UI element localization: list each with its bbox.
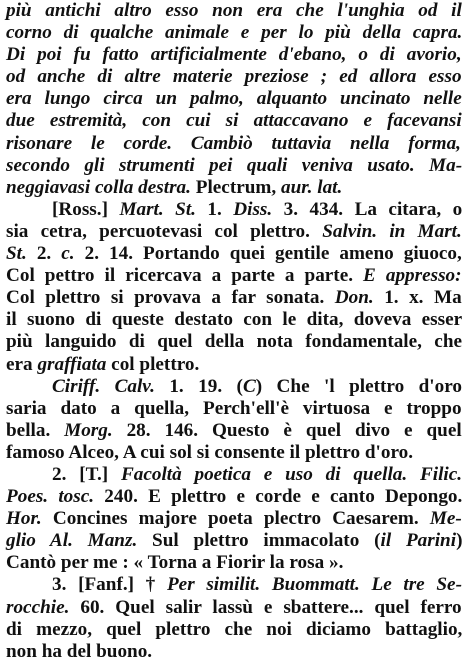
text-segment: Sul plettro immacolato ( bbox=[152, 530, 381, 552]
text-line bbox=[6, 508, 464, 530]
text-segment: Cantò per me : « Torna a Fiorir la rosa ». bbox=[6, 552, 344, 574]
italic-text-segment: Poes. tosc. bbox=[6, 486, 105, 508]
italic-text-segment: Ciriff. Calv. bbox=[52, 375, 170, 397]
text-segment: Concines majore poeta plectro Caesarem. bbox=[52, 508, 430, 530]
text-segment: ) Che 'l plettro d'oro bbox=[255, 375, 462, 397]
text-segment: di mezzo, quel plettro che noi diciamo battaglio, bbox=[6, 618, 463, 640]
text-segment: 3. 434. La citara, o bbox=[283, 198, 463, 220]
text-line bbox=[6, 243, 464, 265]
text-line bbox=[6, 309, 464, 331]
text-line bbox=[6, 287, 464, 309]
italic-text-segment: rocchie. bbox=[6, 596, 81, 618]
text-line bbox=[6, 442, 464, 464]
text-segment: 2. 14. Portando quei gentile ameno giuoco, bbox=[84, 243, 462, 265]
text-line bbox=[6, 486, 464, 508]
text-line bbox=[6, 398, 464, 420]
italic-text-segment: due estremità, con cui si attaccavano e facevansi bbox=[6, 110, 462, 132]
italic-text-segment: risonare le corde. Cambiò tuttavia nella forma, bbox=[6, 132, 461, 154]
text-segment: saria dato a quella, Perch'ell'è virtuosa e troppo bbox=[6, 397, 462, 419]
text-segment: 28. 146. Questo è quel divo e quel bbox=[126, 419, 462, 441]
text-segment: 2. [T.] bbox=[52, 463, 121, 485]
text-segment: sia cetra, percuotevasi col plettro. bbox=[6, 220, 323, 242]
italic-text-segment: corno di qualche animale e per lo più della capra. bbox=[6, 22, 463, 44]
italic-text-segment: Salvin. in Mart. bbox=[322, 220, 462, 242]
text-segment: famoso Alceo, A cui sol si consente il plettro d'oro. bbox=[6, 441, 414, 463]
text-segment: Plectrum, bbox=[195, 176, 281, 198]
text-line bbox=[6, 88, 464, 110]
text-segment: il suono di queste destato con le dita, doveva esser bbox=[6, 309, 463, 331]
italic-text-segment: Per similit. Buommatt. Le tre Se- bbox=[166, 574, 462, 596]
italic-text-segment: Mart. St. bbox=[119, 198, 208, 220]
text-line bbox=[6, 619, 464, 641]
text-segment: col plettro. bbox=[111, 353, 200, 375]
italic-text-segment: E appresso: bbox=[363, 265, 462, 287]
text-segment: [Ross.] bbox=[52, 198, 120, 220]
italic-text-segment: Me- bbox=[429, 508, 462, 530]
text-line bbox=[6, 66, 464, 88]
text-segment: bella. bbox=[6, 419, 65, 441]
italic-text-segment: secondo gli strumenti pei quali veniva usato. Ma- bbox=[6, 154, 463, 176]
text-line bbox=[6, 155, 464, 177]
italic-text-segment: era lungo circa un palmo, alquanto uncinato nelle bbox=[6, 88, 462, 110]
italic-text-segment: C bbox=[242, 375, 256, 397]
italic-text-segment: c. bbox=[61, 243, 85, 265]
italic-text-segment: il Parini bbox=[380, 530, 457, 552]
italic-text-segment: St. bbox=[6, 243, 37, 265]
italic-text-segment: Facoltà poetica e uso di quella. Filic. bbox=[120, 463, 463, 485]
italic-text-segment: aur. lat. bbox=[280, 176, 343, 198]
italic-text-segment: più antichi altro esso non era che l'unghia od il bbox=[6, 0, 462, 21]
text-line bbox=[6, 597, 464, 619]
text-line bbox=[6, 0, 464, 22]
text-line bbox=[6, 464, 464, 486]
text-segment: Col pettro il ricercava a parte a parte. bbox=[6, 265, 364, 287]
italic-text-segment: neggiavasi colla destra. bbox=[6, 176, 196, 198]
italic-text-segment: Diss. bbox=[233, 198, 284, 220]
text-segment: 60. Quel salir lassù e sbattere... quel ferro bbox=[80, 596, 462, 618]
text-line bbox=[6, 133, 464, 155]
text-line bbox=[6, 199, 464, 221]
text-segment: non ha del buono. bbox=[6, 640, 153, 662]
text-segment: era bbox=[6, 353, 38, 375]
text-line bbox=[6, 420, 464, 442]
text-segment: 240. E plettro e corde e canto Depongo. bbox=[104, 486, 463, 508]
italic-text-segment: od anche di altre materie preziose ; ed allora esso bbox=[6, 66, 462, 88]
italic-text-segment: Morg. bbox=[64, 419, 127, 441]
dictionary-page-text bbox=[6, 0, 464, 663]
italic-text-segment: Don. bbox=[334, 287, 385, 309]
text-line bbox=[6, 221, 464, 243]
text-line bbox=[6, 552, 464, 574]
text-line bbox=[6, 331, 464, 353]
text-segment: Col plettro si provava a far sonata. bbox=[6, 287, 335, 309]
text-line bbox=[6, 265, 464, 287]
text-segment: 1. x. Ma bbox=[384, 287, 462, 309]
text-segment: 1. bbox=[207, 198, 234, 220]
text-line bbox=[6, 641, 464, 663]
italic-text-segment: glio Al. Manz. bbox=[6, 530, 153, 552]
text-segment: 1. 19. ( bbox=[169, 375, 243, 397]
italic-text-segment: Hor. bbox=[6, 508, 53, 530]
text-line bbox=[6, 376, 464, 398]
text-line bbox=[6, 530, 464, 552]
text-segment: 3. [Fanf.] † bbox=[52, 574, 167, 596]
italic-text-segment: graffiata bbox=[37, 353, 112, 375]
text-segment: ) bbox=[456, 530, 463, 552]
text-line bbox=[6, 44, 464, 66]
italic-text-segment: Di poi fu fatto artificialmente d'ebano, o di avorio, bbox=[6, 44, 462, 66]
text-line bbox=[6, 354, 464, 376]
text-segment: 2. bbox=[36, 243, 62, 265]
text-line bbox=[6, 22, 464, 44]
text-segment: più languido di quel della nota fondamentale, che bbox=[6, 331, 463, 353]
text-line bbox=[6, 574, 464, 596]
text-line bbox=[6, 177, 464, 199]
text-line bbox=[6, 110, 464, 132]
